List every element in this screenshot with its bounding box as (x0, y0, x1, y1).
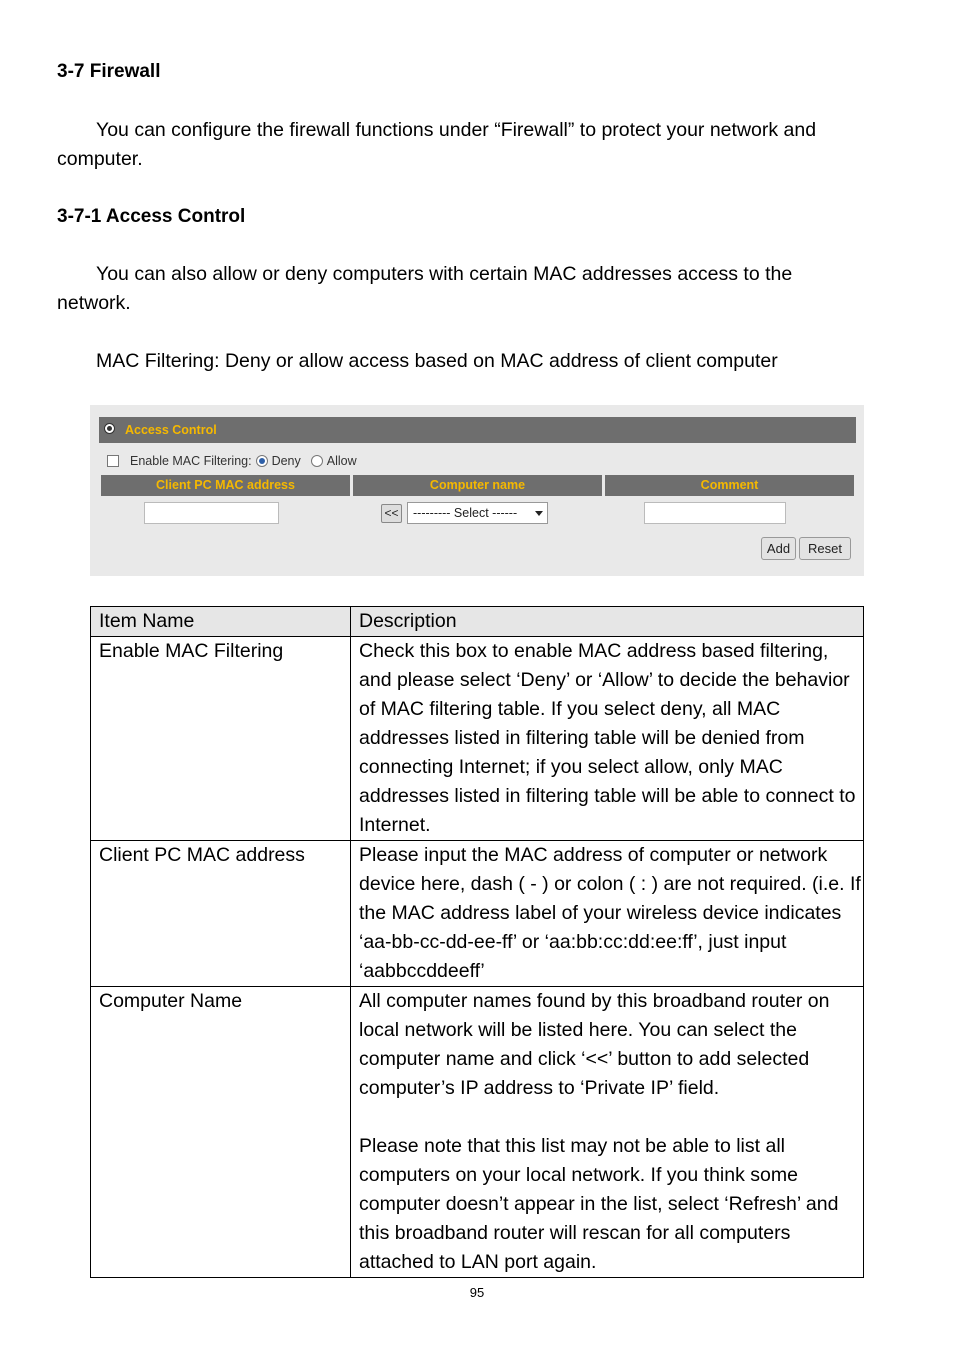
computer-name-select[interactable] (407, 502, 548, 524)
row-description (351, 987, 864, 1278)
col-header-comment: Comment (605, 475, 854, 496)
access-control-title: Access Control (125, 423, 217, 437)
copy-name-button[interactable]: << (381, 504, 402, 523)
enable-mac-filter-label: Enable MAC Filtering: (130, 454, 252, 468)
paragraph-spacer (359, 1103, 863, 1132)
row-item-name: Computer Name (91, 987, 351, 1278)
page-number: 95 (469, 1285, 485, 1300)
mac-address-input[interactable] (144, 502, 279, 524)
section-intro: You can configure the firewall functions under “Firewall” to protect your network and computer. (57, 119, 817, 170)
enable-mac-filter-row (107, 453, 357, 469)
table-header-row (91, 607, 864, 637)
row-item-name: Client PC MAC address (91, 841, 351, 987)
deny-radio[interactable] (256, 455, 268, 467)
description-paragraph: Please input the MAC address of computer or network device here, dash ( - ) or colon ( : ) are not required. (i.e. If the MAC address label of your wireless device indicates ‘aa-bb-cc-dd-ee-ff’ or ‘aa:bb:cc:dd:ee:ff’, just input ‘aabbccddeeff’ (359, 844, 861, 982)
comment-input[interactable] (644, 502, 786, 524)
table-row (91, 841, 864, 987)
dropdown-arrow-icon (535, 511, 543, 516)
col-header-computer-name: Computer name (353, 475, 602, 496)
allow-label: Allow (326, 454, 357, 468)
section-title: 3-7 Firewall (57, 61, 161, 82)
add-button[interactable]: Add (761, 537, 796, 560)
item-description-table (90, 606, 864, 1278)
subsection-intro: You can also allow or deny computers with certain MAC addresses access to the network. (57, 263, 793, 314)
header-item-name: Item Name (91, 607, 351, 637)
access-control-titlebar (99, 417, 856, 443)
enable-mac-filter-checkbox[interactable] (107, 455, 119, 467)
col-header-mac: Client PC MAC address (101, 475, 350, 496)
mac-filter-note: MAC Filtering: Deny or allow access based on MAC address of client computer (96, 350, 778, 372)
reset-button[interactable]: Reset (799, 537, 851, 560)
row-item-name: Enable MAC Filtering (91, 637, 351, 841)
table-row (91, 987, 864, 1278)
access-control-screenshot (90, 405, 864, 576)
header-description: Description (351, 607, 864, 637)
description-paragraph: All computer names found by this broadband router on local network will be listed here. You can select the computer name and click ‘<<’ button to add selected computer’s IP address to ‘Private IP’ field. (359, 990, 830, 1099)
deny-label: Deny (271, 454, 301, 468)
row-description (351, 841, 864, 987)
description-paragraph: Please note that this list may not be able to list all computers on your local network. If you think some computer doesn’t appear in the list, select ‘Refresh’ and this broadband router will rescan for all computers attached to LAN port again. (359, 1135, 839, 1273)
allow-radio[interactable] (311, 455, 323, 467)
title-bullet-icon (104, 423, 115, 434)
description-paragraph: Check this box to enable MAC address based filtering, and please select ‘Deny’ or ‘Allow’ to decide the behavior of MAC filtering table. If you select deny, all MAC addresses listed in filtering table will be denied from connecting Internet; if you select allow, only MAC addresses listed in filtering table will be able to connect to Internet. (359, 640, 856, 836)
subsection-title: 3-7-1 Access Control (57, 206, 246, 227)
computer-name-select-value: --------- Select ------ (413, 506, 518, 520)
row-description (351, 637, 864, 841)
table-row (91, 637, 864, 841)
